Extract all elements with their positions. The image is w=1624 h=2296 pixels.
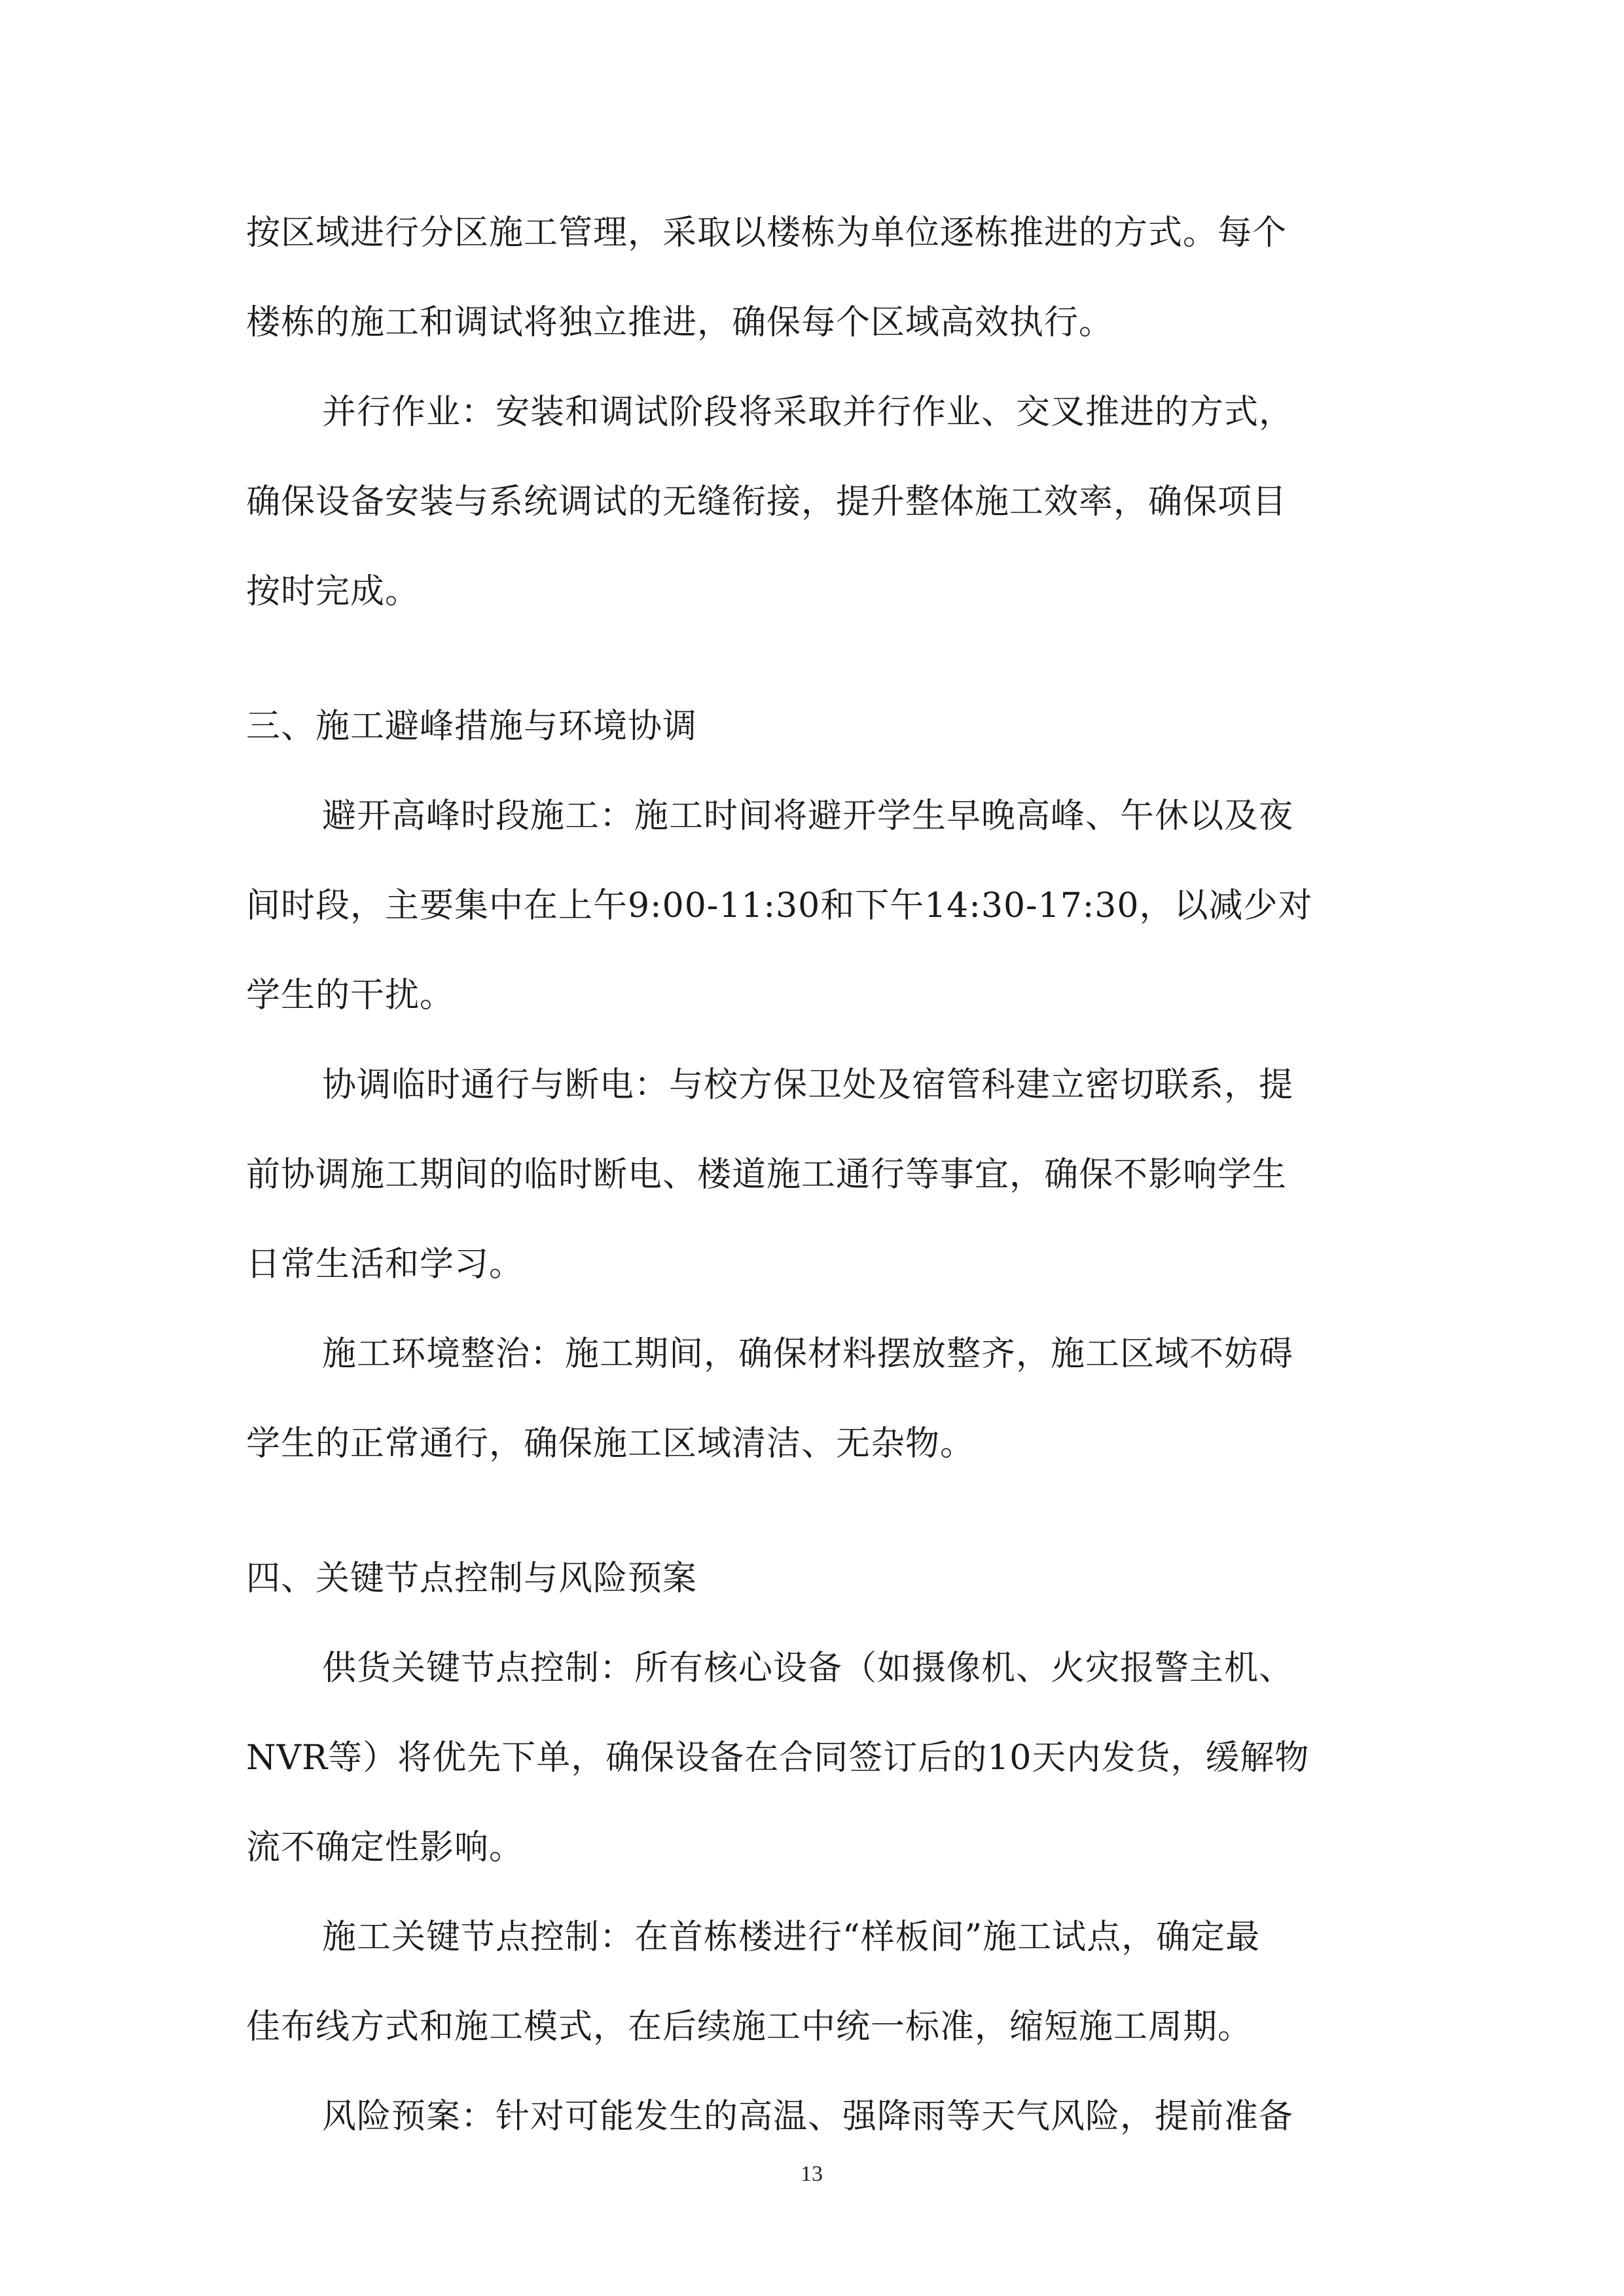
body-line: 按区域进行分区施工管理，采取以楼栋为单位逐栋推进的方式。每个 [246,213,1288,253]
body-line: 按时完成。 [246,572,420,611]
section-heading: 三、施工避峰措施与环境协调 [246,707,698,746]
page-number: 13 [801,2162,823,2186]
body-line: 风险预案：针对可能发生的高温、强降雨等天气风险，提前准备 [322,2097,1294,2136]
body-line: 日常生活和学习。 [246,1245,524,1284]
section-heading: 四、关键节点控制与风险预案 [246,1559,698,1598]
body-line: 前协调施工期间的临时断电、楼道施工通行等事宜，确保不影响学生 [246,1155,1288,1194]
body-line: 确保设备安装与系统调试的无缝衔接，提升整体施工效率，确保项目 [246,482,1288,522]
body-line: 供货关键节点控制：所有核心设备（如摄像机、火灾报警主机、 [322,1649,1294,1688]
body-line: 间时段，主要集中在上午9:00-11:30和下午14:30-17:30，以减少对 [246,886,1313,925]
body-line: 并行作业：安装和调试阶段将采取并行作业、交叉推进的方式， [322,393,1294,432]
body-line: 学生的干扰。 [246,976,455,1015]
body-line: 佳布线方式和施工模式，在后续施工中统一标准，缩短施工周期。 [246,2007,1253,2047]
body-line: 楼栋的施工和调试将独立推进，确保每个区域高效执行。 [246,303,1114,342]
body-line: 协调临时通行与断电：与校方保卫处及宿管科建立密切联系，提 [322,1066,1294,1105]
body-line: 学生的正常通行，确保施工区域清洁、无杂物。 [246,1424,975,1463]
body-line: 施工环境整治：施工期间，确保材料摆放整齐，施工区域不妨碍 [322,1335,1294,1374]
body-line: 施工关键节点控制：在首栋楼进行“样板间”施工试点，确定最 [322,1918,1261,1957]
body-line: 流不确定性影响。 [246,1828,524,1867]
body-line: NVR等）将优先下单，确保设备在合同签订后的10天内发货，缓解物 [246,1738,1310,1778]
body-line: 避开高峰时段施工：施工时间将避开学生早晚高峰、午休以及夜 [322,797,1294,836]
